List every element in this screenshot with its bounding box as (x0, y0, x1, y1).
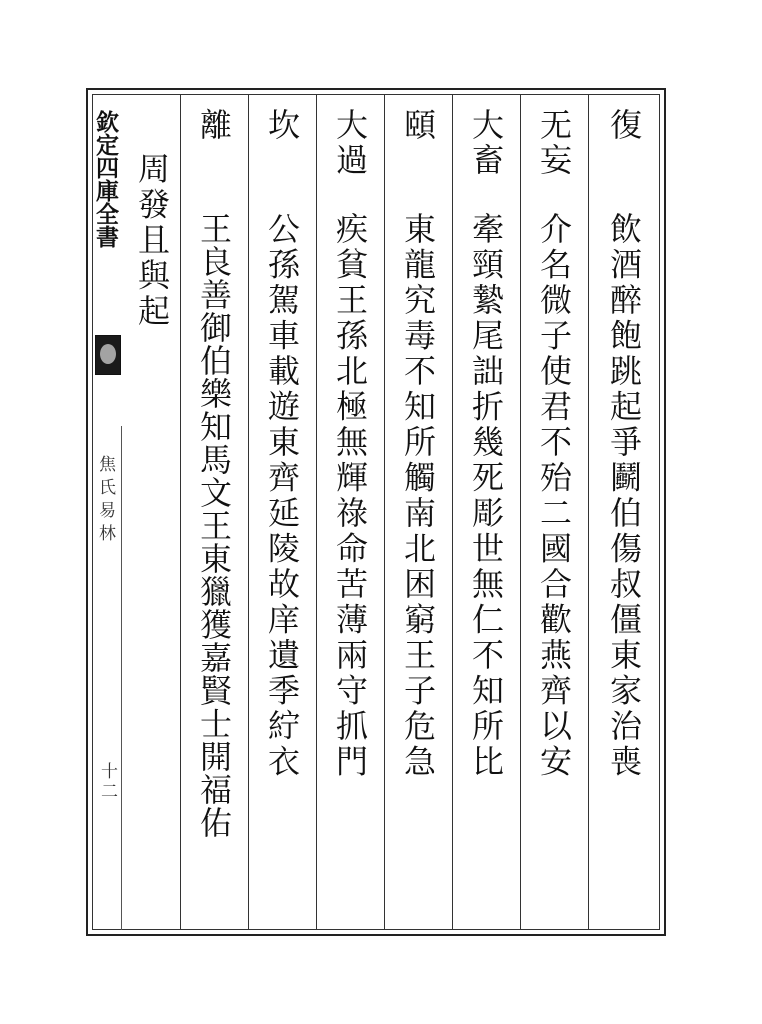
book-name: 焦氏易林 (95, 455, 115, 547)
text-column (596, 0, 652, 1024)
hexagram-heading: 无妄 (535, 108, 573, 178)
verse-text: 公孫駕車載遊東齊延陵故庠遺季紵衣 (263, 212, 301, 780)
collection-title: 欽定四庫全書 (92, 110, 119, 248)
page-number: 十二 (97, 762, 117, 802)
verse-text: 王良善御伯樂知馬文王東獵獲嘉賢士開福佑 (195, 212, 233, 839)
hexagram-heading: 離 (195, 108, 233, 143)
text-column (390, 0, 446, 1024)
verse-text: 周發且與起 (133, 152, 171, 330)
text-column (322, 0, 378, 1024)
verse-text: 疾貧王孫北極無輝祿命苦薄兩守抓門 (331, 212, 369, 780)
hexagram-heading: 復 (605, 108, 643, 143)
column-divider (588, 95, 589, 929)
text-column (124, 0, 180, 1024)
verse-text: 介名微子使君不殆二國合歡燕齊以安 (535, 212, 573, 780)
column-divider (316, 95, 317, 929)
text-column (186, 0, 242, 1024)
hexagram-heading: 頤 (399, 108, 437, 143)
column-divider (248, 95, 249, 929)
text-column (254, 0, 310, 1024)
column-divider (384, 95, 385, 929)
fish-tail-mark-icon (95, 335, 121, 375)
column-divider (452, 95, 453, 929)
column-divider (180, 95, 181, 929)
hexagram-heading: 大過 (331, 108, 369, 178)
text-column (526, 0, 582, 1024)
hexagram-heading: 大畜 (467, 108, 505, 178)
margin-strip (94, 96, 122, 426)
verse-text: 飲酒醉飽跳起爭鬬伯傷叔僵東家治喪 (605, 212, 643, 780)
verse-text: 牽頸縶尾詘折幾死彫世無仁不知所比 (467, 212, 505, 780)
verse-text: 東龍究毒不知所觸南北困窮王子危急 (399, 212, 437, 780)
hexagram-heading: 坎 (263, 108, 301, 143)
text-column (458, 0, 514, 1024)
column-divider (520, 95, 521, 929)
